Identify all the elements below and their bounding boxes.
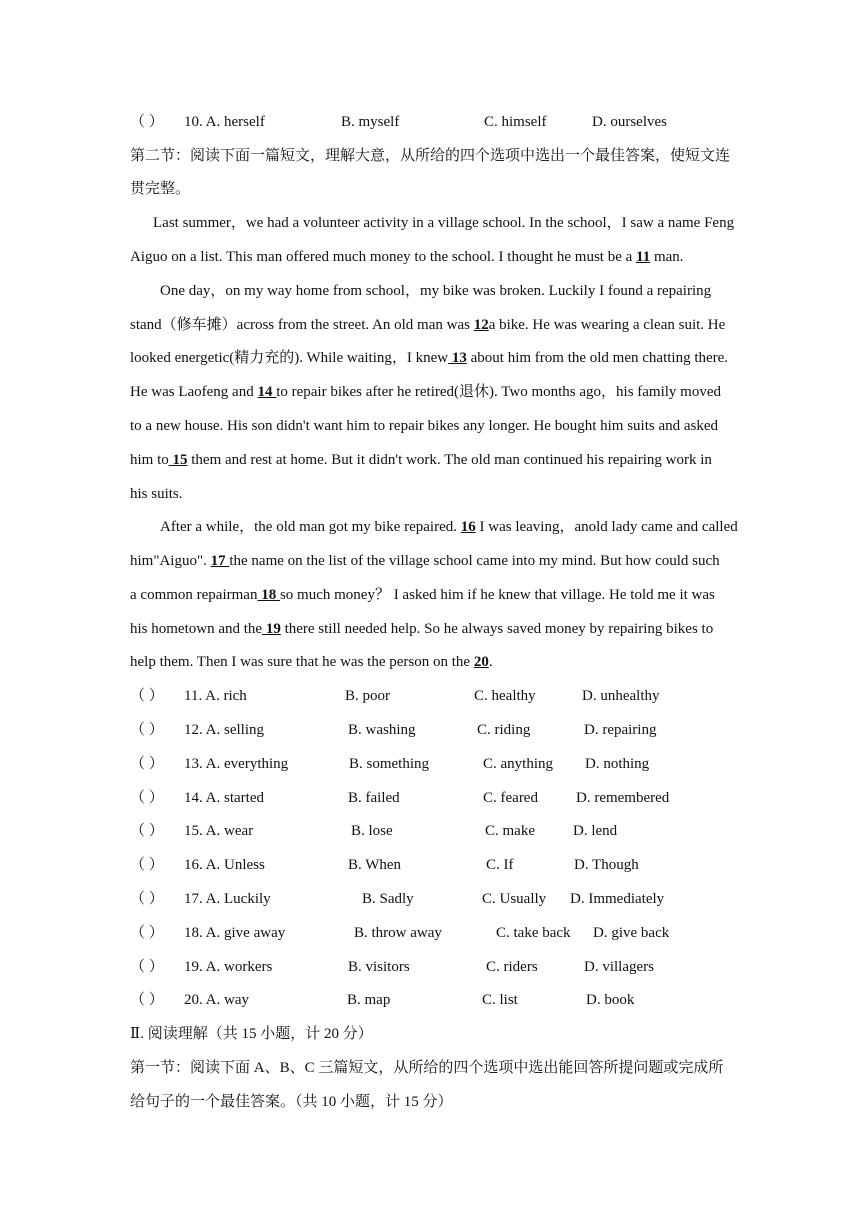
passage-line: Aiguo on a list. This man offered much money to the school. I thought he must be a 11 man.: [130, 249, 684, 265]
blank-18: 18: [257, 587, 280, 603]
option-b: B. lose: [351, 823, 393, 839]
option-d: D. ourselves: [592, 114, 667, 130]
option-a: 16. A. Unless: [184, 857, 265, 873]
section-ii-intro-line2: 给句子的一个最佳答案。（共 10 小题，计 15 分）: [130, 1094, 453, 1110]
answer-paren: （ ）: [130, 992, 164, 1008]
option-c: C. list: [482, 992, 518, 1008]
section2-intro-line2: 贯完整。: [130, 181, 191, 197]
option-a: 12. A. selling: [184, 722, 265, 738]
answer-paren: （ ）: [130, 688, 164, 704]
answer-paren: （ ）: [130, 756, 164, 772]
option-d: D. unhealthy: [582, 688, 660, 704]
option-d: D. nothing: [585, 756, 650, 772]
section-ii-intro-line1: 第一节：阅读下面 A、B、C 三篇短文，从所给的四个选项中选出能回答所提问题或完成所: [130, 1060, 724, 1076]
option-c: C. take back: [496, 925, 571, 941]
option-d: D. villagers: [584, 959, 654, 975]
passage-line: him to 15 them and rest at home. But it didn't work. The old man continued his repairing work in: [130, 452, 712, 468]
option-c: C. anything: [483, 756, 553, 772]
option-b: B. throw away: [354, 925, 442, 941]
option-d: D. remembered: [576, 790, 670, 806]
option-a: 20. A. way: [184, 992, 249, 1008]
answer-paren: （ ）: [130, 114, 164, 130]
passage-line: Last summer，we had a volunteer activity in a village school. In the school，I saw a name Feng: [153, 215, 735, 231]
option-c: C. make: [485, 823, 535, 839]
blank-12: 12: [473, 317, 489, 333]
blank-15: 15: [168, 452, 188, 468]
blank-14: 14: [257, 384, 277, 400]
passage-line: his hometown and the 19 there still needed help. So he always saved money by repairing bikes to: [130, 621, 714, 637]
option-b: B. When: [348, 857, 402, 873]
option-a: 18. A. give away: [184, 925, 286, 941]
section2-intro-line1: 第二节：阅读下面一篇短文，理解大意，从所给的四个选项中选出一个最佳答案，使短文连: [130, 148, 731, 164]
option-d: D. Immediately: [570, 891, 665, 907]
blank-13: 13: [448, 350, 467, 366]
section-ii-title: Ⅱ. 阅读理解（共 15 小题，计 20 分）: [130, 1026, 373, 1042]
option-a: 15. A. wear: [184, 823, 254, 839]
option-b: B. Sadly: [362, 891, 414, 907]
option-a: 10. A. herself: [184, 114, 265, 130]
option-b: B. failed: [348, 790, 400, 806]
option-a: 19. A. workers: [184, 959, 273, 975]
option-c: C. riding: [477, 722, 531, 738]
option-b: B. something: [349, 756, 430, 772]
option-c: C. healthy: [474, 688, 536, 704]
option-b: B. visitors: [348, 959, 410, 975]
answer-paren: （ ）: [130, 823, 164, 839]
option-d: D. lend: [573, 823, 618, 839]
option-a: 14. A. started: [184, 790, 264, 806]
option-b: B. myself: [341, 114, 400, 130]
answer-paren: （ ）: [130, 722, 164, 738]
passage-line: help them. Then I was sure that he was the person on the 20.: [130, 654, 493, 670]
option-b: B. poor: [345, 688, 390, 704]
answer-paren: （ ）: [130, 959, 164, 975]
passage-line: One day，on my way home from school，my bike was broken. Luckily I found a repairing: [160, 283, 712, 299]
passage-line: looked energetic(精力充的). While waiting，I knew 13 about him from the old men chatting there.: [130, 350, 729, 366]
option-d: D. book: [586, 992, 635, 1008]
option-b: B. washing: [348, 722, 416, 738]
option-c: C. feared: [483, 790, 538, 806]
blank-11: 11: [636, 249, 651, 265]
option-a: 13. A. everything: [184, 756, 289, 772]
passage-line: to a new house. His son didn't want him to repair bikes any longer. He bought him suits and asked: [130, 418, 719, 434]
passage-line: stand（修车摊）across from the street. An old man was 12a bike. He was wearing a clean suit. He: [130, 317, 726, 333]
option-d: D. repairing: [584, 722, 657, 738]
option-a: 11. A. rich: [184, 688, 247, 704]
passage-line: a common repairman 18 so much money？ I asked him if he knew that village. He told me it was: [130, 587, 715, 603]
blank-20: 20: [473, 654, 489, 670]
answer-paren: （ ）: [130, 790, 164, 806]
option-c: C. riders: [486, 959, 538, 975]
passage-line: his suits.: [130, 486, 183, 502]
option-c: C. Usually: [482, 891, 547, 907]
blank-16: 16: [460, 519, 476, 535]
option-d: D. Though: [574, 857, 639, 873]
option-c: C. himself: [484, 114, 547, 130]
option-b: B. map: [347, 992, 391, 1008]
answer-paren: （ ）: [130, 891, 164, 907]
option-d: D. give back: [593, 925, 670, 941]
answer-paren: （ ）: [130, 857, 164, 873]
blank-19: 19: [262, 621, 281, 637]
option-a: 17. A. Luckily: [184, 891, 271, 907]
option-c: C. If: [486, 857, 514, 873]
passage-line: After a while，the old man got my bike repaired. 16 I was leaving，anold lady came and called: [160, 519, 738, 535]
passage-line: He was Laofeng and 14 to repair bikes after he retired(退休). Two months ago，his family moved: [130, 384, 722, 400]
blank-17: 17: [210, 553, 230, 569]
answer-paren: （ ）: [130, 925, 164, 941]
passage-line: him"Aiguo". 17 the name on the list of the village school came into my mind. But how could such: [130, 553, 720, 569]
